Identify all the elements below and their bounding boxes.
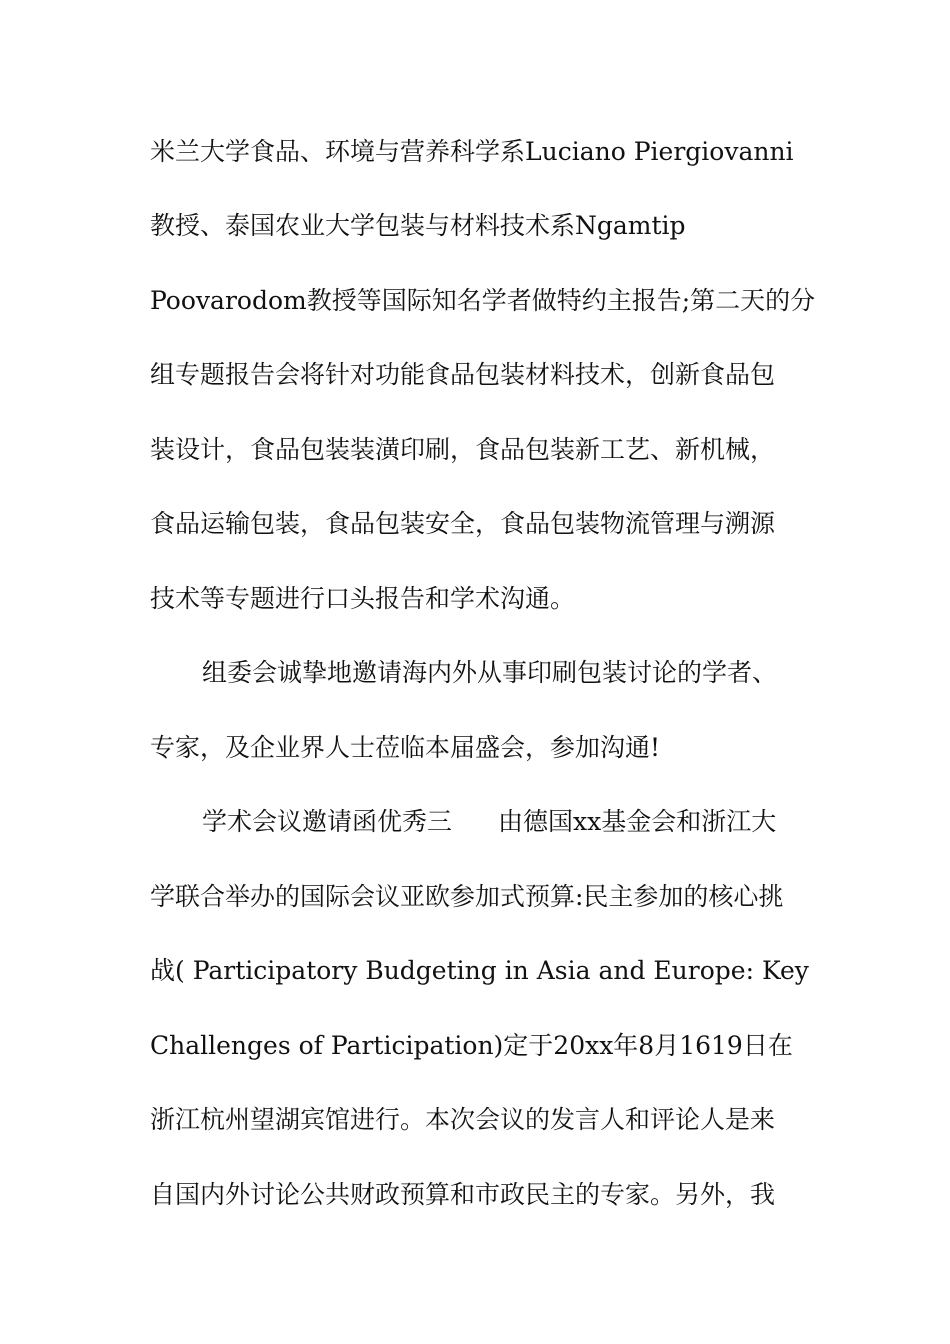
text-line-16: 自国内外讨论公共财政预算和市政民主的专家。另外，我 [150, 1180, 776, 1209]
paragraph-start-organizing-committee: 组委会诚挚地邀请海内外从事印刷包装讨论的学者、 [202, 658, 778, 687]
text-line-15: 浙江杭州望湖宾馆进行。本次会议的发言人和评论人是来 [150, 1105, 776, 1134]
section-heading-line [202, 802, 882, 842]
text-line-7: 技术等专题进行口头报告和学术沟通。 [150, 584, 576, 613]
text-line-12: 学联合举办的国际会议亚欧参加式预算:民主参加的核心挑 [150, 882, 784, 911]
section-intro-text: 由德国xx基金会和浙江大 [498, 807, 777, 836]
text-line-2: 教授、泰国农业大学包装与材料技术系Ngamtip [150, 211, 686, 240]
text-line-5: 装设计，食品包装装潢印刷，食品包装新工艺、新机械， [150, 435, 776, 464]
text-line-1: 米兰大学食品、环境与营养科学系Luciano Piergiovanni [150, 137, 794, 166]
text-line-6: 食品运输包装，食品包装安全，食品包装物流管理与溯源 [150, 509, 776, 538]
text-line-3: Poovarodom教授等国际知名学者做特约主报告;第二天的分 [150, 286, 816, 315]
section-heading: 学术会议邀请函优秀三 [202, 807, 453, 836]
text-line-14: Challenges of Participation)定于20xx年8月1619日在 [150, 1031, 793, 1060]
text-line-13: 战( Participatory Budgeting in Asia and Europe: Key [150, 956, 809, 985]
text-line-4: 组专题报告会将针对功能食品包装材料技术，创新食品包 [150, 360, 776, 389]
text-line-9: 专家，及企业界人士莅临本届盛会，参加沟通! [150, 733, 661, 762]
